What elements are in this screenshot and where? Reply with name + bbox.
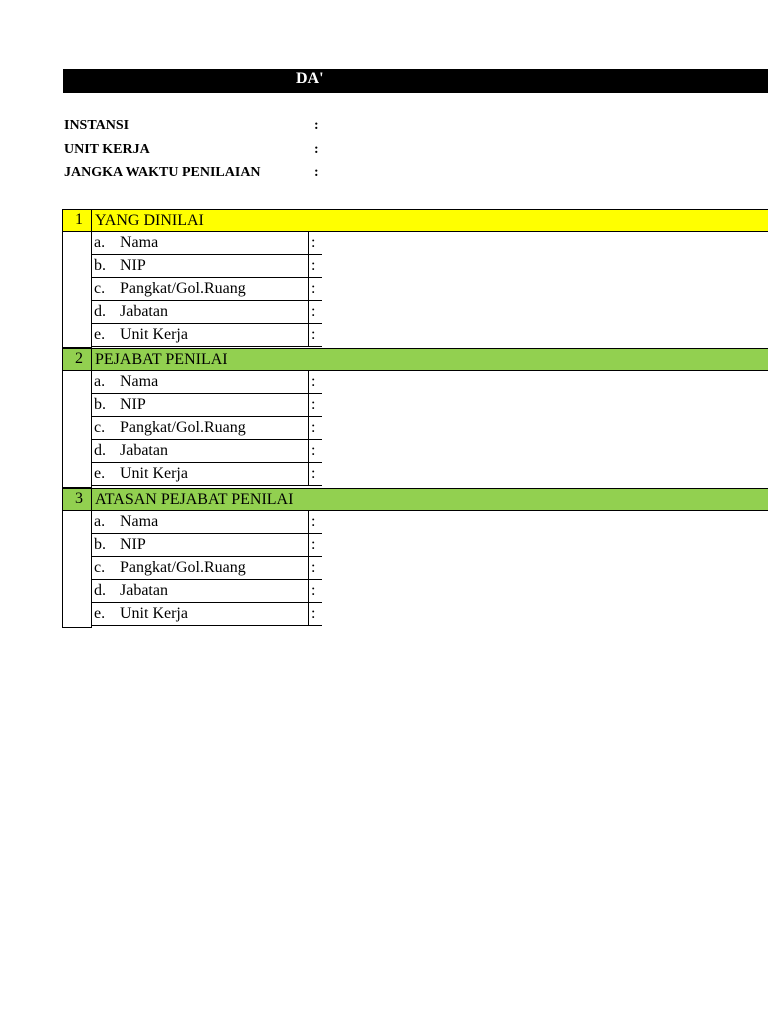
section-number: 2 [62, 348, 92, 371]
row-label: Unit Kerja [120, 605, 188, 622]
field-row-jabatan [92, 301, 322, 324]
row-colon: : [308, 324, 322, 347]
section-header-pejabat-penilai [62, 348, 768, 371]
section-header-atasan-pejabat-penilai [62, 488, 768, 511]
row-label: Unit Kerja [120, 326, 188, 343]
field-row-unit-kerja [92, 603, 322, 626]
row-letter: a. [94, 373, 106, 390]
row-label: Jabatan [120, 442, 168, 459]
section-title: ATASAN PEJABAT PENILAI [95, 491, 294, 508]
document-title: DA' [296, 70, 324, 87]
row-letter: c. [94, 280, 106, 297]
section-header-yang-dinilai [62, 209, 768, 232]
field-row-pangkat [92, 278, 322, 301]
field-row-nip [92, 394, 322, 417]
section-title: YANG DINILAI [95, 212, 204, 229]
row-label: Nama [120, 513, 159, 530]
section-rows-atasan-pejabat-penilai [62, 511, 322, 628]
row-colon: : [308, 580, 322, 603]
section-title: PEJABAT PENILAI [95, 351, 228, 368]
row-label: Jabatan [120, 303, 168, 320]
field-row-pangkat [92, 557, 322, 580]
info-label: INSTANSI [64, 118, 130, 133]
row-colon: : [308, 301, 322, 324]
row-colon: : [308, 463, 322, 486]
field-row-nip [92, 534, 322, 557]
section-rows-yang-dinilai [62, 232, 322, 348]
row-letter: a. [94, 234, 106, 251]
row-label: NIP [120, 536, 146, 553]
title-bar [63, 69, 768, 93]
row-label: NIP [120, 257, 146, 274]
row-colon: : [308, 232, 322, 255]
row-letter: b. [94, 536, 106, 553]
field-row-unit-kerja [92, 324, 322, 347]
row-label: Pangkat/Gol.Ruang [120, 559, 246, 576]
section-rows-pejabat-penilai [62, 371, 322, 488]
row-letter: e. [94, 326, 106, 343]
info-colon: : [314, 118, 319, 133]
row-letter: d. [94, 303, 106, 320]
field-row-jabatan [92, 580, 322, 603]
row-letter: b. [94, 396, 106, 413]
row-label: Nama [120, 234, 159, 251]
row-colon: : [308, 440, 322, 463]
row-colon: : [308, 278, 322, 301]
row-colon: : [308, 417, 322, 440]
index-column [62, 232, 92, 348]
row-letter: a. [94, 513, 106, 530]
row-colon: : [308, 534, 322, 557]
row-colon: : [308, 603, 322, 626]
row-letter: d. [94, 582, 106, 599]
row-letter: e. [94, 465, 106, 482]
section-number: 3 [62, 488, 92, 511]
index-column [62, 511, 92, 628]
row-colon: : [308, 255, 322, 278]
field-row-jabatan [92, 440, 322, 463]
row-letter: c. [94, 419, 106, 436]
row-colon: : [308, 371, 322, 394]
field-row-nama [92, 232, 322, 255]
field-row-nama [92, 371, 322, 394]
field-row-pangkat [92, 417, 322, 440]
info-colon: : [314, 142, 319, 157]
row-label: NIP [120, 396, 146, 413]
row-label: Unit Kerja [120, 465, 188, 482]
row-letter: d. [94, 442, 106, 459]
info-label: UNIT KERJA [64, 142, 150, 157]
field-row-nip [92, 255, 322, 278]
field-row-unit-kerja [92, 463, 322, 486]
row-letter: e. [94, 605, 106, 622]
row-letter: c. [94, 559, 106, 576]
field-row-nama [92, 511, 322, 534]
row-label: Pangkat/Gol.Ruang [120, 419, 246, 436]
row-colon: : [308, 557, 322, 580]
row-label: Pangkat/Gol.Ruang [120, 280, 246, 297]
row-colon: : [308, 511, 322, 534]
index-column [62, 371, 92, 488]
section-number: 1 [62, 209, 92, 232]
row-letter: b. [94, 257, 106, 274]
row-colon: : [308, 394, 322, 417]
info-label: JANGKA WAKTU PENILAIAN [64, 165, 261, 180]
info-colon: : [314, 165, 319, 180]
row-label: Nama [120, 373, 159, 390]
row-label: Jabatan [120, 582, 168, 599]
